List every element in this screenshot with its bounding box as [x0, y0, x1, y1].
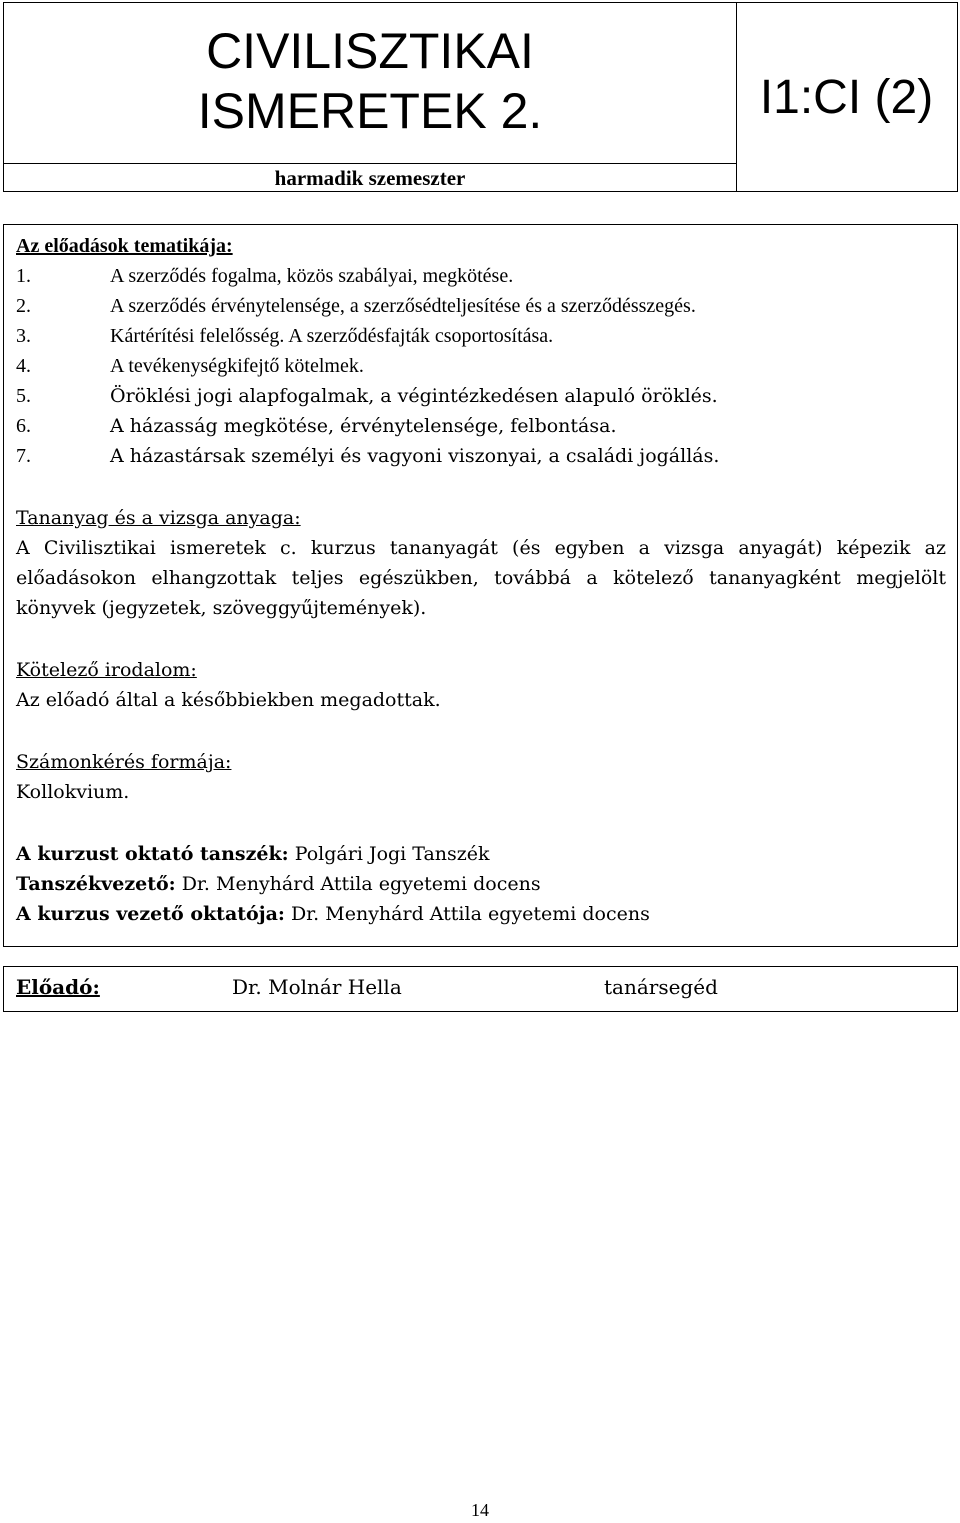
topic-item: 7. A házastársak személyi és vagyoni viszonyai, a családi jogállás.	[16, 445, 720, 467]
semester-cell	[4, 163, 736, 192]
presenter-label: Előadó:	[16, 975, 100, 999]
exam-text: Kollokvium.	[16, 781, 130, 803]
material-text: A Civilisztikai ismeretek c. kurzus tananyagát (és egyben a vizsga anyagát) képezik az előadásokon elhangzottak teljes egészükben, továbbá a kötelező tananyagként megjelölt könyvek (jegyzetek, szöveggyűjtemények).	[16, 537, 946, 619]
course-title	[4, 21, 736, 141]
semester-label: harmadik szemeszter	[274, 166, 466, 190]
page-number: 14	[471, 1500, 489, 1520]
course-code: I1:CI (2)	[759, 70, 934, 124]
presenter-role: tanársegéd	[604, 975, 718, 999]
exam-heading: Számonkérés formája:	[16, 751, 232, 773]
topic-item: 3. Kártérítési felelősség. A szerződésfajták csoportosítása.	[16, 325, 554, 347]
course-title-line1: CIVILISZTIKAI	[206, 23, 534, 79]
dept-head-line: Tanszékvezető: Dr. Menyhárd Attila egyetemi docens	[16, 873, 541, 895]
topics-heading: Az előadások tematikája:	[16, 235, 233, 257]
literature-heading: Kötelező irodalom:	[16, 659, 197, 681]
course-title-line2: ISMERETEK 2.	[197, 83, 543, 139]
presenter-box	[3, 966, 958, 1012]
topic-item: 4. A tevékenységkifejtő kötelmek.	[16, 355, 364, 377]
topic-item: 1. A szerződés fogalma, közös szabályai, megkötése.	[16, 265, 514, 287]
department-line: A kurzust oktató tanszék: Polgári Jogi Tanszék	[16, 843, 490, 865]
material-heading: Tananyag és a vizsga anyaga:	[16, 507, 301, 529]
topic-item: 6. A házasság megkötése, érvénytelensége, felbontása.	[16, 415, 617, 437]
course-lead-line: A kurzus vezető oktatója: Dr. Menyhárd Attila egyetemi docens	[16, 903, 650, 925]
topics-list	[16, 261, 946, 471]
course-header	[3, 2, 958, 192]
literature-text: Az előadó által a későbbiekben megadottak.	[16, 689, 441, 711]
topic-item: 2. A szerződés érvénytelensége, a szerzősédteljesítése és a szerződésszegés.	[16, 295, 696, 317]
title-cell	[4, 3, 737, 191]
course-details	[3, 224, 958, 947]
topic-item: 5. Öröklési jogi alapfogalmak, a végintézkedésen alapuló öröklés.	[16, 385, 718, 407]
presenter-name: Dr. Molnár Hella	[232, 975, 402, 999]
